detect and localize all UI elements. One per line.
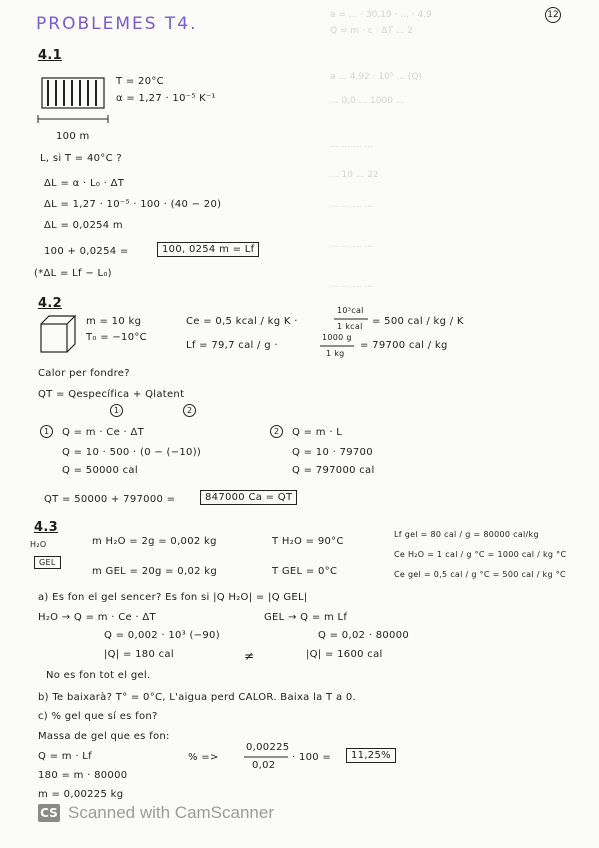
water-mass: m H₂O = 2g = 0,002 kg — [92, 536, 217, 547]
alpha-value: α = 1,27 · 10⁻⁵ K⁻¹ — [116, 93, 216, 104]
page-number: 12 — [545, 7, 561, 23]
bleed-text: a ... 4,92 · 10⁵ ... (Q) — [330, 72, 422, 82]
conclusion-a: No es fon tot el gel. — [46, 670, 151, 681]
equation-line: Q = m · Ce · ΔT — [62, 427, 145, 438]
equation-line: Q = 797000 cal — [292, 465, 375, 476]
fraction-line — [334, 318, 368, 320]
equation-line: m = 0,00225 kg — [38, 789, 124, 800]
result-box: 847000 Ca = QT — [200, 490, 297, 505]
bleed-text: ... 0,0 ... 1000 ... — [330, 96, 405, 106]
bleed-text: ... ... ... ... — [330, 200, 373, 210]
equation-line: Q = 10 · 79700 — [292, 447, 373, 458]
equation-line: Massa de gel que es fon: — [38, 731, 170, 742]
question-b: b) Te baixarà? T° = 0°C, L'aigua perd CALOR. Baixa la T a 0. — [38, 692, 356, 703]
circled-number: 1 — [40, 425, 53, 438]
bleed-text: ... ... ... ... — [330, 140, 373, 150]
question-c: c) % gel que sí es fon? — [38, 711, 158, 722]
equation-line: Q = m · Lf — [38, 751, 92, 762]
specific-heat-water: Ce H₂O = 1 cal / g °C = 1000 cal / kg °C — [394, 550, 567, 559]
equation-line: |Q| = 180 cal — [104, 649, 174, 660]
fraction-bottom: 0,02 — [252, 760, 276, 771]
equation-line: |Q| = 1600 cal — [306, 649, 383, 660]
specific-heat-result: = 500 cal / kg / K — [372, 316, 464, 327]
bleed-text: ... ... ... ... — [330, 280, 373, 290]
not-equal-sign: ≠ — [244, 649, 255, 663]
water-temp: T H₂O = 90°C — [272, 536, 344, 547]
bleed-text: a = ... · 30,19 · ... · 4,9 — [330, 10, 432, 20]
watermark-text: Scanned with CamScanner — [68, 803, 275, 822]
equation-line: Q = m · L — [292, 427, 343, 438]
section-heading-4-2: 4.2 — [38, 296, 62, 311]
bleed-text: ... 10 ... 22 — [330, 170, 379, 180]
fraction-top: 0,00225 — [246, 742, 290, 753]
fraction-top: 10³cal — [337, 306, 364, 315]
result-box: 100, 0254 m = Lf — [157, 242, 259, 257]
circled-number: 2 — [270, 425, 283, 438]
latent-heat-result: = 79700 cal / kg — [360, 340, 448, 351]
fraction-bottom: 1 kg — [326, 349, 345, 358]
camscanner-logo: CS — [38, 804, 60, 822]
scanner-watermark — [0, 798, 599, 828]
specific-heat: Ce = 0,5 kcal / kg K · — [186, 316, 298, 327]
equation-line: Q = 0,02 · 80000 — [318, 630, 410, 641]
percent-label: % => — [188, 752, 219, 763]
question-4-2: Calor per fondre? — [38, 368, 130, 379]
water-label: H₂O — [30, 540, 47, 549]
question-a: a) Es fon el gel sencer? Es fon si |Q H₂O| = |Q GEL| — [38, 592, 308, 603]
equation-line: ΔL = 0,0254 m — [44, 220, 123, 231]
ice-mass: m GEL = 20g = 0,02 kg — [92, 566, 217, 577]
latent-heat-ice: Lf gel = 80 cal / g = 80000 cal/kg — [394, 530, 539, 539]
ice-cube-diagram — [38, 312, 78, 356]
equation-line: 100 + 0,0254 = — [44, 246, 129, 257]
mass-value: m = 10 kg — [86, 316, 142, 327]
bleed-text: Q = m · c · ΔT ... 2 — [330, 26, 413, 36]
equation-note: (*ΔL = Lf − L₀) — [34, 268, 112, 279]
total-heat-equation: QT = Qespecífica + Qlatent — [38, 389, 185, 400]
section-heading-4-1: 4.1 — [38, 48, 62, 63]
specific-heat-ice: Ce gel = 0,5 cal / g °C = 500 cal / kg °C — [394, 570, 566, 579]
fraction-line — [244, 756, 288, 758]
equation-line: GEL → Q = m Lf — [264, 612, 348, 623]
fraction-line — [320, 345, 354, 347]
equation-line: Q = 0,002 · 10³ (−90) — [104, 630, 220, 641]
fraction-top: 1000 g — [322, 333, 352, 342]
initial-temp: T₀ = −10°C — [86, 332, 147, 343]
multiply-100: · 100 = — [292, 752, 332, 763]
equation-line: Q = 10 · 500 · (0 − (−10)) — [62, 447, 202, 458]
page-title: PROBLEMES T4. — [36, 14, 198, 34]
equation-line: 180 = m · 80000 — [38, 770, 128, 781]
ice-temp: T GEL = 0°C — [272, 566, 338, 577]
gel-label: GEL — [34, 556, 61, 569]
equation-line: ΔL = α · L₀ · ΔT — [44, 178, 125, 189]
temperature-value: T = 20°C — [116, 76, 164, 87]
equation-line: ΔL = 1,27 · 10⁻⁵ · 100 · (40 − 20) — [44, 199, 222, 210]
question-4-1: L, si T = 40°C ? — [40, 153, 122, 164]
circled-number: 1 — [110, 404, 123, 417]
bleed-text: ... ... ... ... — [330, 240, 373, 250]
equation-line: QT = 50000 + 797000 = — [44, 494, 176, 505]
equation-line: Q = 50000 cal — [62, 465, 138, 476]
length-label: 100 m — [56, 131, 90, 142]
circled-number: 2 — [183, 404, 196, 417]
equation-line: H₂O → Q = m · Ce · ΔT — [38, 612, 156, 623]
section-heading-4-3: 4.3 — [34, 520, 58, 535]
latent-heat: Lf = 79,7 cal / g · — [186, 340, 278, 351]
result-box: 11,25% — [346, 748, 396, 763]
fraction-bottom: 1 kcal — [337, 322, 363, 331]
